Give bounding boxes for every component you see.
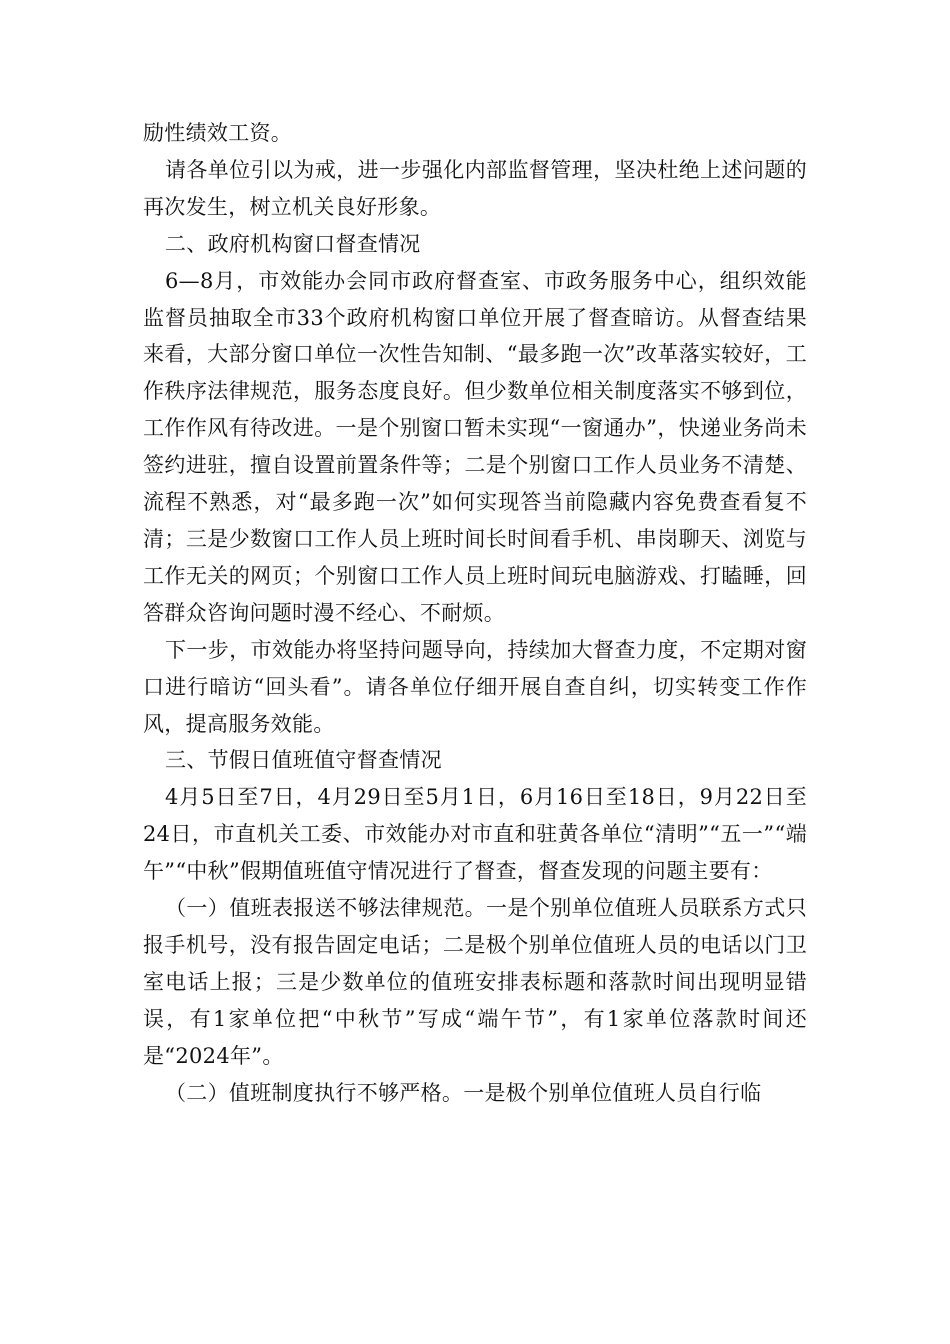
section-heading-2: 二、政府机构窗口督查情况 (165, 231, 421, 256)
paragraph-holiday-inspection: 4月5日至7日，4月29日至5月1日，6月16日至18日，9月22日至24日，市直机关工委、市效能办对市直和驻黄各单位“清明”“五一”“端午”“中秋”假期值班值守情况进行了督查，督查发现的问题主要有： (143, 785, 807, 884)
paragraph-issue-1: （一）值班表报送不够法律规范。一是个别单位值班人员联系方式只报手机号，没有报告固定电话；二是极个别单位值班人员的电话以门卫室电话上报；三是少数单位的值班安排表标题和落款时间出现明显错误，有1家单位把“中秋节”写成“端午节”，有1家单位落款时间还是“2024年”。 (143, 896, 807, 1068)
paragraph-issue-2: （二）值班制度执行不够严格。一是极个别单位值班人员自行临 (165, 1080, 762, 1105)
paragraph-window-inspection: 6—8月，市效能办会同市政府督查室、市政务服务中心，组织效能监督员抽取全市33个政府机构窗口单位开展了督查暗访。从督查结果来看，大部分窗口单位一次性告知制、“最多跑一次”改革落实较好，工作秩序法律规范，服务态度良好。但少数单位相关制度落实不够到位，工作作风有待改进。一是个别窗口暂未实现“一窗通办”，快递业务尚未签约进驻，擅自设置前置条件等；二是个别窗口工作人员业务不清楚、流程不熟悉，对“最多跑一次”如何实现答当前隐藏内容免费查看复不清；三是少数窗口工作人员上班时间长时间看手机、串岗聊天、浏览与工作无关的网页；个别窗口工作人员上班时间玩电脑游戏、打瞌睡，回答群众咨询问题时漫不经心、不耐烦。 (143, 268, 807, 625)
document-body (143, 115, 807, 1111)
paragraph-warning: 请各单位引以为戒，进一步强化内部监督管理，坚决杜绝上述问题的再次发生，树立机关良好形象。 (143, 157, 807, 219)
section-heading-3: 三、节假日值班值守督查情况 (165, 748, 442, 773)
paragraph-next-steps: 下一步，市效能办将坚持问题导向，持续加大督查力度，不定期对窗口进行暗访“回头看”。请各单位仔细开展自查自纠，切实转变工作作风，提高服务效能。 (143, 637, 807, 736)
paragraph-continuation: 励性绩效工资。 (143, 121, 293, 145)
